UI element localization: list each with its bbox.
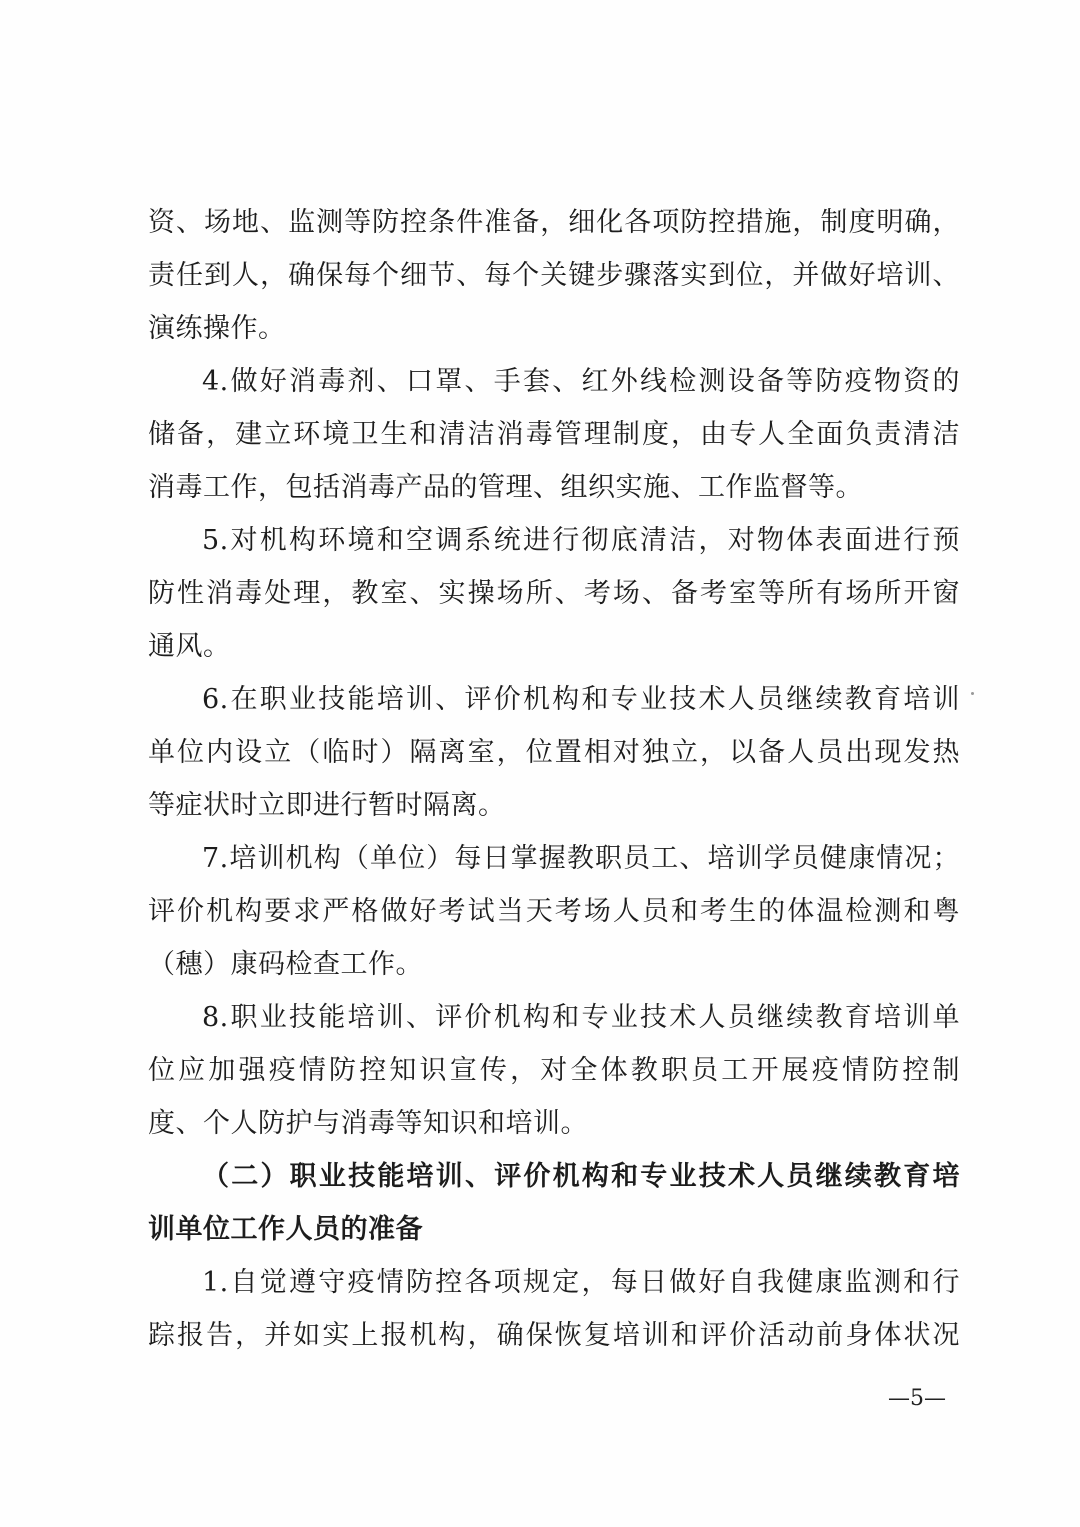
text-line: 评价机构要求严格做好考试当天考场人员和考生的体温检测和粤: [148, 896, 960, 927]
text-line: 演练操作。: [148, 313, 286, 344]
scan-speck: [971, 692, 974, 695]
text-line: 资、场地、监测等防控条件准备，细化各项防控措施，制度明确，: [148, 207, 960, 238]
text-line: 度、个人防护与消毒等知识和培训。: [148, 1108, 588, 1139]
text-line: （穗）康码检查工作。: [148, 949, 423, 980]
text-line: 通风。: [148, 631, 231, 662]
text-line: 消毒工作，包括消毒产品的管理、组织实施、工作监督等。: [148, 472, 863, 503]
section-heading-line: 训单位工作人员的准备: [148, 1214, 423, 1245]
text-line: 6.在职业技能培训、评价机构和专业技术人员继续教育培训: [202, 684, 960, 715]
page-number: —5—: [888, 1386, 946, 1411]
text-line: 单位内设立（临时）隔离室，位置相对独立，以备人员出现发热: [148, 737, 960, 768]
text-line: 1.自觉遵守疫情防控各项规定，每日做好自我健康监测和行: [202, 1267, 960, 1298]
text-line: 防性消毒处理，教室、实操场所、考场、备考室等所有场所开窗: [148, 578, 960, 609]
text-line: 责任到人，确保每个细节、每个关键步骤落实到位，并做好培训、: [148, 260, 960, 291]
body-text: [148, 196, 960, 1362]
text-line: 位应加强疫情防控知识宣传，对全体教职员工开展疫情防控制: [148, 1055, 960, 1086]
text-line: 储备，建立环境卫生和清洁消毒管理制度，由专人全面负责清洁: [148, 419, 960, 450]
text-line: 7.培训机构（单位）每日掌握教职员工、培训学员健康情况；: [202, 843, 960, 874]
text-line: 等症状时立即进行暂时隔离。: [148, 790, 506, 821]
text-line: 8.职业技能培训、评价机构和专业技术人员继续教育培训单: [202, 1002, 960, 1033]
text-line: 5.对机构环境和空调系统进行彻底清洁，对物体表面进行预: [202, 525, 960, 556]
section-heading-line: （二）职业技能培训、评价机构和专业技术人员继续教育培: [202, 1161, 960, 1192]
text-line: 4.做好消毒剂、口罩、手套、红外线检测设备等防疫物资的: [202, 366, 960, 397]
text-line: 踪报告，并如实上报机构，确保恢复培训和评价活动前身体状况: [148, 1320, 960, 1351]
